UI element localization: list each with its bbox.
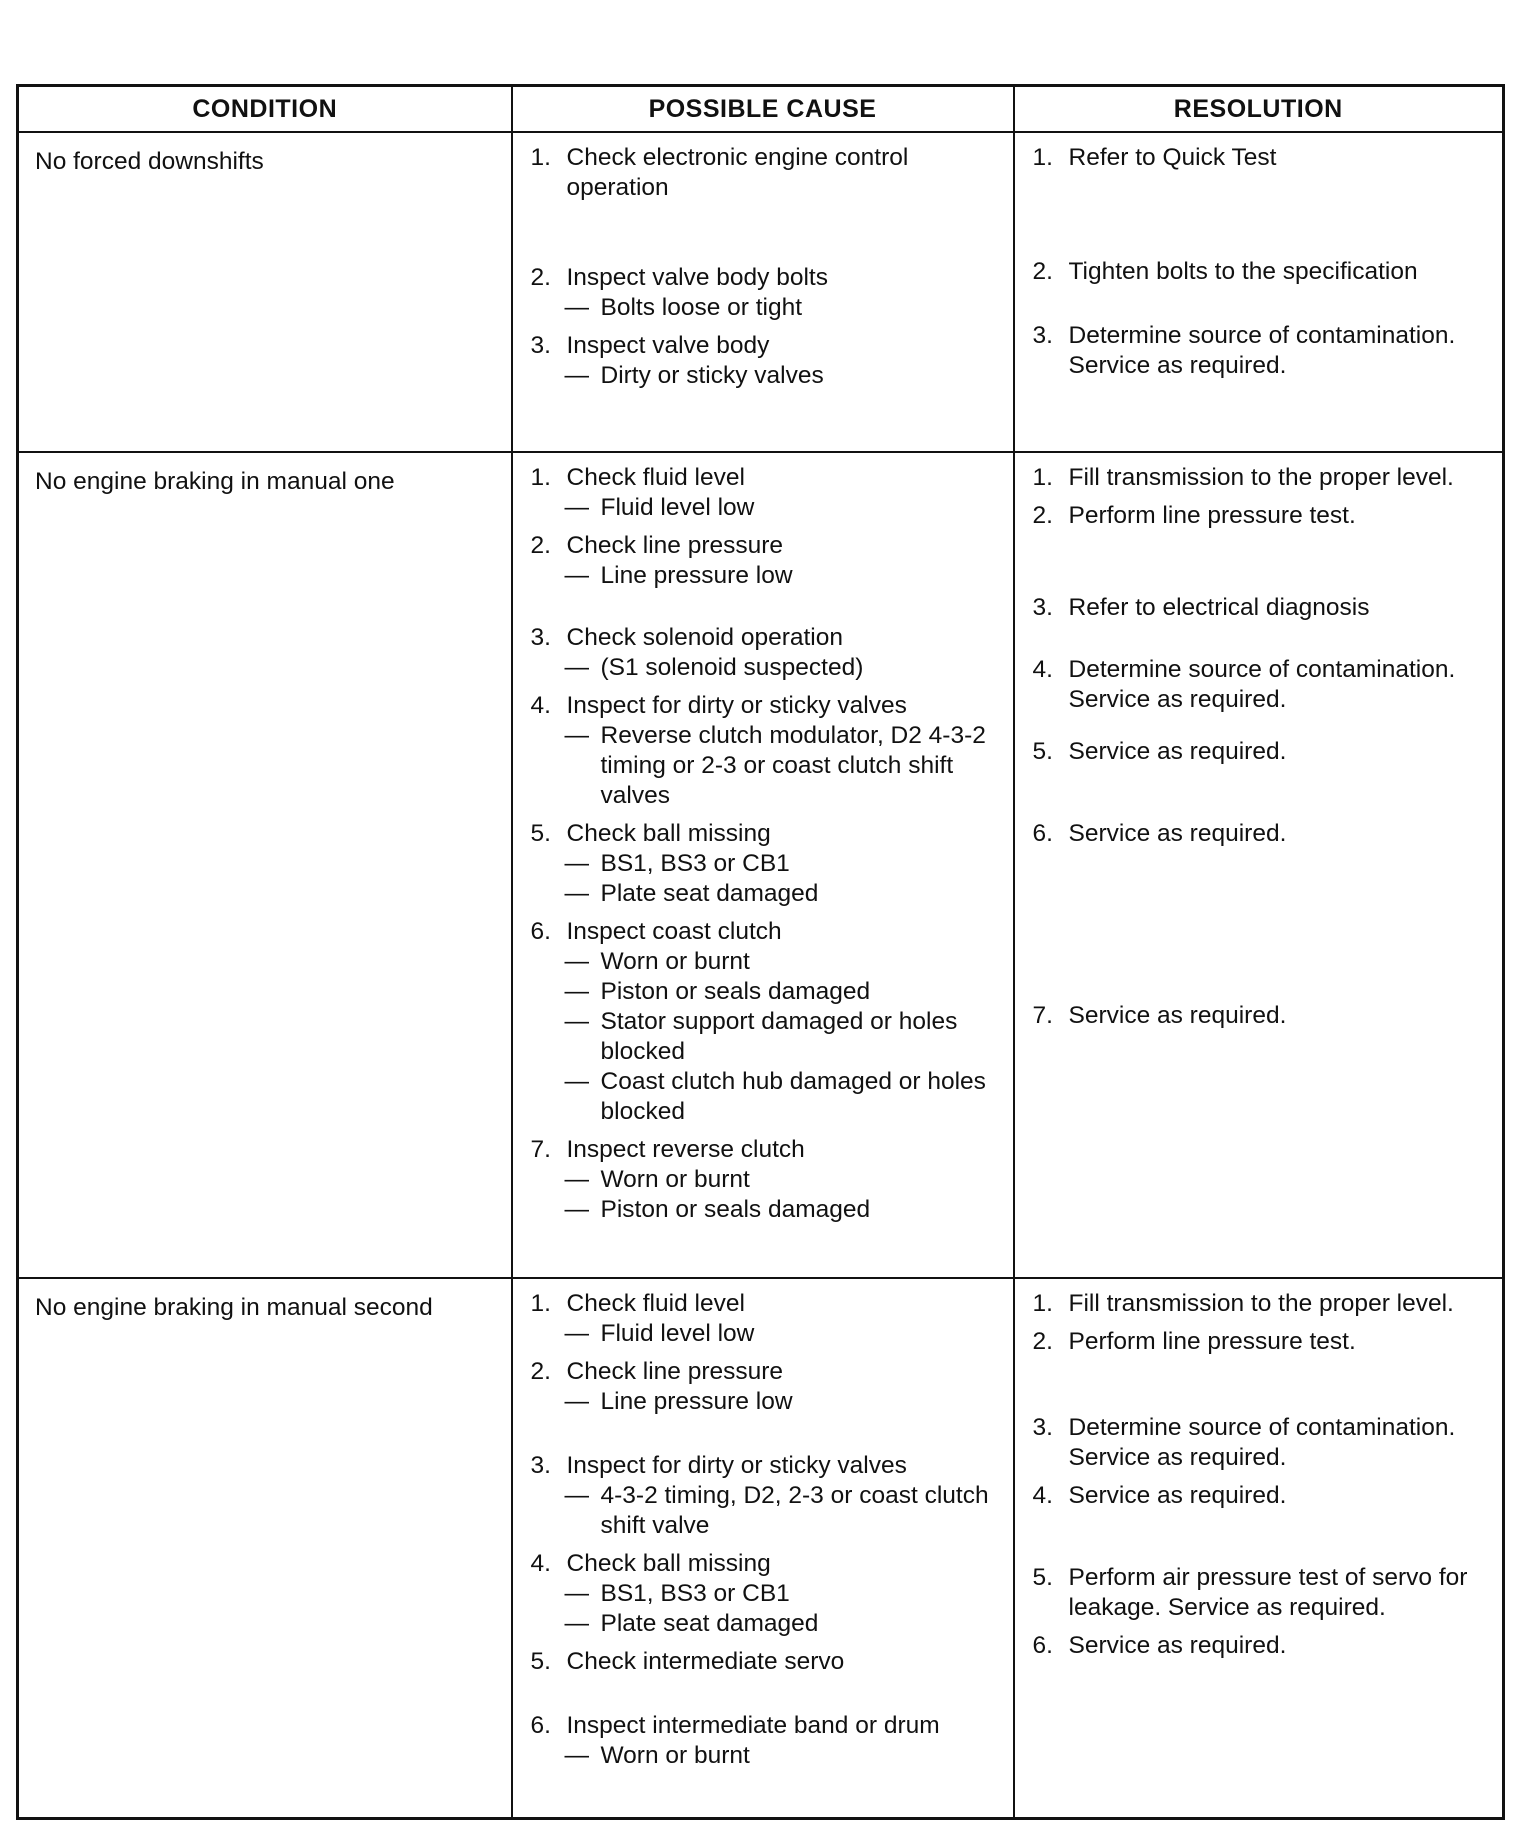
cause-item <box>529 463 999 523</box>
cause-subitem <box>529 653 999 683</box>
resolution-cell <box>1014 452 1504 1278</box>
table-row <box>18 132 1504 452</box>
cause-text: Inspect reverse clutch <box>566 1136 805 1163</box>
cause-item <box>529 143 999 203</box>
cause-subitem-text: Coast clutch hub damaged or holes blocked <box>600 1068 986 1125</box>
resolution-number: 4. <box>1032 656 1053 683</box>
resolution-text: Refer to Quick Test <box>1068 144 1277 171</box>
dash-bullet: — <box>564 880 589 907</box>
cause-text: Inspect valve body <box>566 332 770 359</box>
resolution-item <box>1031 819 1489 849</box>
resolution-item <box>1031 321 1489 381</box>
cause-number: 3. <box>530 332 551 359</box>
resolution-number: 4. <box>1032 1482 1053 1509</box>
cause-number: 4. <box>530 692 551 719</box>
dash-bullet: — <box>564 1742 589 1769</box>
dash-bullet: — <box>564 494 589 521</box>
resolution-number: 5. <box>1032 738 1053 765</box>
cause-item <box>529 1357 999 1417</box>
cause-text: Inspect for dirty or sticky valves <box>566 1452 907 1479</box>
dash-bullet: — <box>564 562 589 589</box>
cause-subitem <box>529 293 999 323</box>
resolution-number: 2. <box>1032 1328 1053 1355</box>
cause-number: 5. <box>530 820 551 847</box>
cause-number: 2. <box>530 532 551 559</box>
cause-subitem <box>529 361 999 391</box>
resolution-text: Service as required. <box>1068 1002 1287 1029</box>
cause-subitem <box>529 947 999 977</box>
resolution-item <box>1031 1481 1489 1511</box>
condition-cell <box>18 452 512 1278</box>
cause-number: 6. <box>530 918 551 945</box>
cause-text: Inspect intermediate band or drum <box>566 1712 940 1739</box>
cause-number: 2. <box>530 1358 551 1385</box>
cause-subitem-text: Fluid level low <box>600 494 755 521</box>
resolution-text: Fill transmission to the proper level. <box>1068 464 1454 491</box>
cause-subitem-text: Worn or burnt <box>600 1166 750 1193</box>
resolution-item <box>1031 501 1489 531</box>
resolution-item <box>1031 463 1489 493</box>
resolution-number: 1. <box>1032 1290 1053 1317</box>
cause-item <box>529 819 999 909</box>
cause-subitem <box>529 977 999 1007</box>
cause-text: Check solenoid operation <box>566 624 843 651</box>
condition-text: No engine braking in manual one <box>35 468 395 495</box>
dash-bullet: — <box>564 1008 589 1035</box>
cause-text: Inspect coast clutch <box>566 918 782 945</box>
dash-bullet: — <box>564 1196 589 1223</box>
resolution-text: Determine source of contamination. Service as required. <box>1068 1414 1456 1471</box>
cause-subitem-text: Plate seat damaged <box>600 1610 819 1637</box>
cause-subitem <box>529 1481 999 1541</box>
cause-subitem-text: BS1, BS3 or CB1 <box>600 1580 790 1607</box>
cause-subitem <box>529 1067 999 1127</box>
cause-number: 3. <box>530 624 551 651</box>
dash-bullet: — <box>564 978 589 1005</box>
resolution-number: 1. <box>1032 144 1053 171</box>
resolution-number: 5. <box>1032 1564 1053 1591</box>
resolution-item <box>1031 655 1489 715</box>
resolution-number: 2. <box>1032 258 1053 285</box>
possible-cause-cell <box>512 132 1014 452</box>
dash-bullet: — <box>564 1482 589 1509</box>
resolution-item <box>1031 143 1489 173</box>
cause-number: 2. <box>530 264 551 291</box>
cause-item <box>529 1135 999 1225</box>
cause-item <box>529 331 999 391</box>
cause-subitem-text: Piston or seals damaged <box>600 1196 871 1223</box>
dash-bullet: — <box>564 1580 589 1607</box>
resolution-number: 3. <box>1032 322 1053 349</box>
cause-number: 5. <box>530 1648 551 1675</box>
cause-text: Check ball missing <box>566 820 771 847</box>
cause-subitem <box>529 1165 999 1195</box>
table-row <box>18 452 1504 1278</box>
dash-bullet: — <box>564 1320 589 1347</box>
resolution-item <box>1031 1327 1489 1357</box>
condition-cell <box>18 1278 512 1818</box>
cause-item <box>529 691 999 811</box>
cause-text: Check ball missing <box>566 1550 771 1577</box>
cause-subitem-text: Worn or burnt <box>600 948 750 975</box>
resolution-item <box>1031 1563 1489 1623</box>
diagnosis-table <box>16 84 1505 1820</box>
resolution-item <box>1031 257 1489 287</box>
dash-bullet: — <box>564 722 589 749</box>
cause-text: Check fluid level <box>566 464 745 491</box>
cause-text: Check line pressure <box>566 532 784 559</box>
cause-item <box>529 1647 999 1677</box>
dash-bullet: — <box>564 1610 589 1637</box>
dash-bullet: — <box>564 362 589 389</box>
cause-number: 6. <box>530 1712 551 1739</box>
resolution-item <box>1031 1289 1489 1319</box>
resolution-number: 3. <box>1032 594 1053 621</box>
header-resolution: RESOLUTION <box>1014 86 1504 133</box>
cause-number: 1. <box>530 144 551 171</box>
resolution-text: Service as required. <box>1068 1482 1287 1509</box>
cause-text: Check line pressure <box>566 1358 784 1385</box>
resolution-text: Tighten bolts to the specification <box>1068 258 1418 285</box>
cause-subitem-text: Plate seat damaged <box>600 880 819 907</box>
resolution-text: Perform line pressure test. <box>1068 502 1356 529</box>
cause-item <box>529 1549 999 1639</box>
cause-subitem-text: Worn or burnt <box>600 1742 750 1769</box>
cause-subitem-text: Stator support damaged or holes blocked <box>600 1008 958 1065</box>
resolution-item <box>1031 593 1489 623</box>
cause-subitem <box>529 1195 999 1225</box>
condition-cell <box>18 132 512 452</box>
resolution-text: Service as required. <box>1068 738 1287 765</box>
cause-subitem <box>529 1609 999 1639</box>
resolution-text: Fill transmission to the proper level. <box>1068 1290 1454 1317</box>
cause-subitem <box>529 561 999 591</box>
cause-subitem-text: Line pressure low <box>600 1388 793 1415</box>
cause-text: Inspect for dirty or sticky valves <box>566 692 907 719</box>
cause-item <box>529 1711 999 1771</box>
cause-subitem <box>529 1579 999 1609</box>
cause-text: Check fluid level <box>566 1290 745 1317</box>
cause-subitem-text: Bolts loose or tight <box>600 294 803 321</box>
resolution-text: Refer to electrical diagnosis <box>1068 594 1370 621</box>
cause-text: Check electronic engine control operation <box>566 144 909 201</box>
resolution-item <box>1031 1631 1489 1661</box>
dash-bullet: — <box>564 1388 589 1415</box>
resolution-item <box>1031 737 1489 767</box>
cause-subitem-text: Dirty or sticky valves <box>600 362 824 389</box>
condition-text: No forced downshifts <box>35 148 264 175</box>
resolution-number: 3. <box>1032 1414 1053 1441</box>
dash-bullet: — <box>564 294 589 321</box>
cause-item <box>529 623 999 683</box>
dash-bullet: — <box>564 850 589 877</box>
resolution-text: Service as required. <box>1068 820 1287 847</box>
cause-item <box>529 531 999 591</box>
resolution-cell <box>1014 132 1504 452</box>
cause-subitem <box>529 1319 999 1349</box>
resolution-item <box>1031 1001 1489 1031</box>
dash-bullet: — <box>564 1068 589 1095</box>
resolution-number: 6. <box>1032 820 1053 847</box>
cause-subitem-text: Line pressure low <box>600 562 793 589</box>
cause-item <box>529 1289 999 1349</box>
cause-subitem-text: Fluid level low <box>600 1320 755 1347</box>
cause-number: 7. <box>530 1136 551 1163</box>
cause-subitem <box>529 849 999 879</box>
cause-subitem <box>529 721 999 811</box>
resolution-number: 1. <box>1032 464 1053 491</box>
resolution-text: Perform air pressure test of servo for leakage. Service as required. <box>1068 1564 1468 1621</box>
cause-number: 1. <box>530 464 551 491</box>
dash-bullet: — <box>564 1166 589 1193</box>
dash-bullet: — <box>564 654 589 681</box>
cause-subitem-text: (S1 solenoid suspected) <box>600 654 864 681</box>
resolution-cell <box>1014 1278 1504 1818</box>
possible-cause-cell <box>512 1278 1014 1818</box>
cause-subitem <box>529 1741 999 1771</box>
cause-subitem <box>529 879 999 909</box>
resolution-number: 7. <box>1032 1002 1053 1029</box>
cause-subitem-text: Piston or seals damaged <box>600 978 871 1005</box>
cause-subitem-text: Reverse clutch modulator, D2 4-3-2 timing or 2-3 or coast clutch shift valves <box>600 722 986 809</box>
cause-item <box>529 1451 999 1541</box>
cause-number: 3. <box>530 1452 551 1479</box>
resolution-text: Determine source of contamination. Service as required. <box>1068 322 1456 379</box>
resolution-text: Perform line pressure test. <box>1068 1328 1356 1355</box>
resolution-item <box>1031 1413 1489 1473</box>
resolution-number: 2. <box>1032 502 1053 529</box>
cause-subitem <box>529 1387 999 1417</box>
cause-number: 4. <box>530 1550 551 1577</box>
resolution-text: Determine source of contamination. Service as required. <box>1068 656 1456 713</box>
condition-text: No engine braking in manual second <box>35 1294 433 1321</box>
resolution-number: 6. <box>1032 1632 1053 1659</box>
header-possible-cause: POSSIBLE CAUSE <box>512 86 1014 133</box>
possible-cause-cell <box>512 452 1014 1278</box>
header-row <box>18 86 1504 133</box>
cause-text: Check intermediate servo <box>566 1648 845 1675</box>
cause-subitem-text: BS1, BS3 or CB1 <box>600 850 790 877</box>
cause-text: Inspect valve body bolts <box>566 264 828 291</box>
cause-item <box>529 263 999 323</box>
table-row <box>18 1278 1504 1818</box>
cause-item <box>529 917 999 1127</box>
cause-subitem <box>529 493 999 523</box>
dash-bullet: — <box>564 948 589 975</box>
resolution-text: Service as required. <box>1068 1632 1287 1659</box>
cause-subitem-text: 4-3-2 timing, D2, 2-3 or coast clutch shift valve <box>600 1482 989 1539</box>
cause-subitem <box>529 1007 999 1067</box>
cause-number: 1. <box>530 1290 551 1317</box>
table-body <box>18 132 1504 1818</box>
header-condition: CONDITION <box>18 86 512 133</box>
